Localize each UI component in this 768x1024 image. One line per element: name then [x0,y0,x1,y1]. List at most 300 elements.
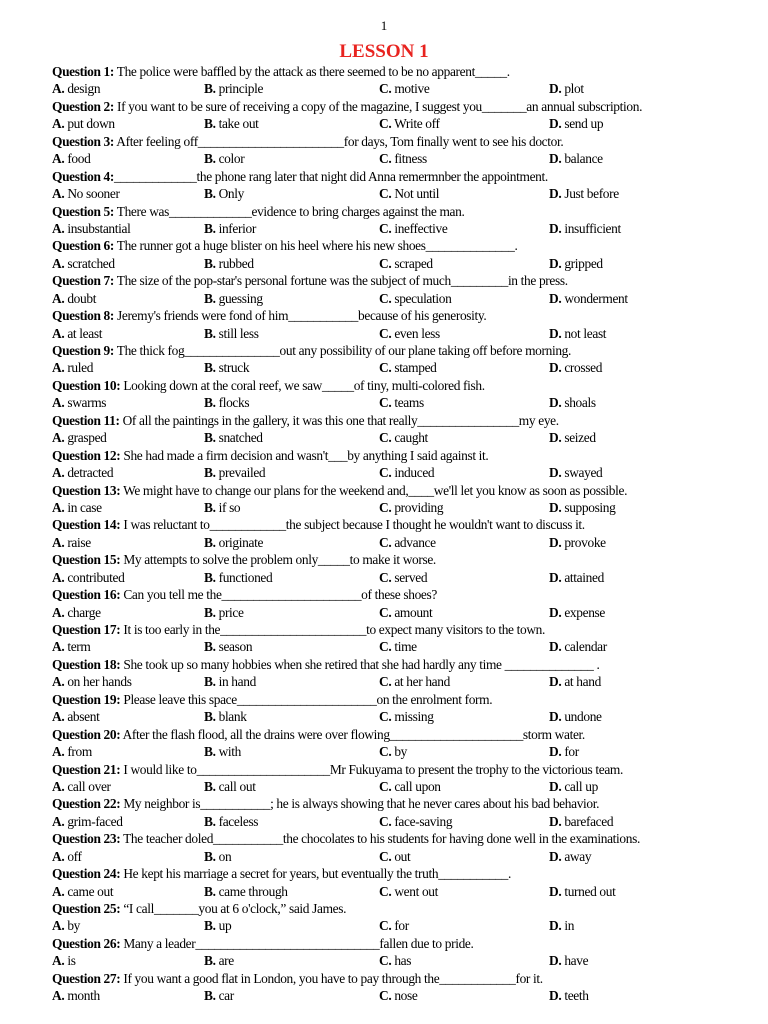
question-label: Question 10: [52,377,121,393]
option-a [52,429,107,446]
option-letter: B. [204,883,216,899]
option-d [549,359,602,376]
option-letter: A. [52,81,65,97]
option-text: crossed [564,360,603,376]
answer-options [52,743,752,760]
option-text: call upon [394,778,441,794]
option-letter: D. [549,290,562,306]
option-a [52,499,102,516]
option-b [204,848,231,865]
option-c [379,708,434,725]
option-letter: A. [52,290,65,306]
option-letter: D. [549,430,562,446]
option-letter: A. [52,848,65,864]
option-letter: D. [549,465,562,481]
option-letter: C. [379,744,392,760]
answer-options [52,429,752,446]
option-a [52,255,115,272]
question-text: The size of the pop-star's personal fortune was the subject of much_________in the press. [114,273,568,289]
option-a [52,290,96,307]
question-text: After feeling off_______________________for days, Tom finally went to see his doctor. [114,133,564,149]
option-letter: A. [52,325,65,341]
option-text: up [218,918,232,934]
option-b [204,917,231,934]
option-c [379,848,410,865]
option-text: by [67,918,81,934]
question-stem [52,726,752,743]
option-a [52,394,106,411]
option-letter: C. [379,813,392,829]
option-letter: C. [379,81,392,97]
option-c [379,569,427,586]
option-b [204,80,263,97]
option-a [52,604,101,621]
option-letter: D. [549,778,562,794]
question-stem [52,203,752,220]
question-text: _____________the phone rang later that night did Anna remermnber the appointment. [114,168,548,184]
option-text: struck [218,360,250,376]
option-text: calendar [564,639,607,655]
question-stem [52,307,752,324]
option-d [549,290,628,307]
option-text: Write off [394,116,440,132]
option-c [379,115,440,132]
option-c [379,255,433,272]
question-label: Question 12: [52,447,121,463]
option-letter: C. [379,360,392,376]
option-letter: C. [379,255,392,271]
question-text: If you want a good flat in London, you have to pay through the____________for it. [120,970,543,986]
question-stem [52,761,752,778]
question-stem [52,586,752,603]
question-stem [52,935,752,952]
option-b [204,185,244,202]
option-text: out [394,848,411,864]
answer-options [52,987,752,1004]
option-letter: A. [52,186,65,202]
option-letter: A. [52,499,65,515]
option-text: time [394,639,417,655]
question-text: It is too early in the_______________________to expect many visitors to the town. [120,622,546,637]
option-c [379,499,443,516]
option-text: No sooner [67,186,120,202]
option-b [204,952,234,969]
option-d [549,325,606,342]
option-d [549,220,621,237]
option-c [379,464,434,481]
option-letter: C. [379,709,392,725]
answer-options [52,534,752,551]
option-text: gripped [564,255,603,271]
option-c [379,220,447,237]
option-text: originate [218,534,264,550]
option-d [549,150,603,167]
option-text: stamped [394,360,437,376]
option-text: design [67,81,101,97]
option-letter: C. [379,674,392,690]
option-a [52,743,92,760]
option-text: not least [564,325,607,341]
option-d [549,708,602,725]
option-a [52,987,100,1004]
option-letter: B. [204,151,216,167]
question-label: Question 18: [52,656,121,672]
option-c [379,429,428,446]
answer-options [52,569,752,586]
question-text: “I call_______you at 6 o'clock,” said James. [120,901,347,916]
option-text: color [218,151,245,167]
option-text: are [218,953,234,969]
question-label: Question 4: [52,168,114,184]
option-a [52,80,100,97]
question-text: The thick fog_______________out any possibility of our plane taking off before morning. [114,343,572,358]
option-d [549,464,602,481]
option-letter: B. [204,813,216,829]
option-letter: C. [379,499,392,515]
option-text: detracted [67,465,114,481]
option-text: scraped [394,255,433,271]
option-d [549,778,598,795]
option-letter: A. [52,534,65,550]
option-text: in hand [218,674,256,690]
option-letter: A. [52,604,65,620]
option-text: from [67,744,92,760]
option-text: supposing [564,499,616,515]
option-letter: A. [52,988,65,1004]
option-text: if so [218,499,241,515]
option-d [549,429,596,446]
option-text: by [394,744,408,760]
option-b [204,569,272,586]
question-text: There was_____________evidence to bring charges against the man. [114,203,465,219]
option-text: seized [564,430,596,446]
option-letter: C. [379,534,392,550]
option-letter: C. [379,883,392,899]
option-c [379,883,438,900]
option-b [204,604,244,621]
option-text: food [67,151,91,167]
option-letter: C. [379,778,392,794]
option-d [549,534,606,551]
option-text: teams [394,395,424,411]
option-letter: A. [52,569,65,585]
option-letter: A. [52,674,65,690]
option-text: wonderment [564,290,628,306]
answer-options [52,499,752,516]
option-letter: B. [204,499,216,515]
option-c [379,80,429,97]
option-letter: B. [204,569,216,585]
option-d [549,255,603,272]
option-c [379,325,440,342]
option-letter: D. [549,220,562,236]
option-a [52,673,132,690]
option-a [52,220,130,237]
option-letter: A. [52,709,65,725]
option-letter: D. [549,534,562,550]
option-c [379,185,439,202]
question-stem [52,900,752,917]
option-letter: B. [204,395,216,411]
option-letter: A. [52,883,65,899]
option-letter: C. [379,918,392,934]
answer-options [52,220,752,237]
option-text: flocks [218,395,250,411]
option-letter: C. [379,465,392,481]
answer-options [52,708,752,725]
question-label: Question 13: [52,482,121,498]
question-text: The teacher doled___________the chocolates to his students for having done well in the examinations. [120,831,640,847]
option-letter: D. [549,186,562,202]
option-text: provoke [564,534,606,550]
option-a [52,185,120,202]
question-stem [52,691,752,708]
option-letter: C. [379,325,392,341]
answer-options [52,917,752,934]
option-letter: A. [52,220,65,236]
option-letter: A. [52,744,65,760]
option-b [204,290,263,307]
option-d [549,883,616,900]
option-a [52,917,80,934]
option-letter: B. [204,81,216,97]
option-text: still less [218,325,259,341]
question-text: Many a leader_____________________________fallen due to pride. [120,935,474,951]
answer-options [52,848,752,865]
option-text: faceless [218,813,259,829]
option-d [549,848,591,865]
option-a [52,883,113,900]
option-text: for [394,918,409,934]
option-text: in [564,918,575,934]
question-label: Question 20: [52,726,121,742]
question-text: After the flash flood, all the drains were over flowing_____________________storm water. [120,726,585,742]
option-text: season [218,639,253,655]
question-label: Question 9: [52,343,114,358]
question-stem [52,447,752,464]
option-letter: C. [379,848,392,864]
option-c [379,359,437,376]
option-a [52,708,99,725]
option-letter: A. [52,778,65,794]
question-text: My neighbor is___________; he is always showing that he never cares about his bad behavior. [120,796,600,812]
option-text: amount [394,604,433,620]
option-letter: C. [379,116,392,132]
option-text: guessing [218,290,263,306]
option-text: providing [394,499,444,515]
option-text: car [218,988,234,1004]
option-a [52,115,115,132]
option-text: attained [564,569,604,585]
option-letter: D. [549,953,562,969]
question-text: I would like to_____________________Mr Fukuyama to present the trophy to the victorious team. [120,761,623,777]
lesson-title: LESSON 1 [339,41,429,62]
option-d [549,743,579,760]
option-text: even less [394,325,440,341]
option-text: induced [394,465,435,481]
answer-options [52,325,752,342]
question-stem [52,795,752,812]
option-text: came through [218,883,288,899]
question-stem [52,377,752,394]
question-label: Question 24: [52,866,121,882]
option-text: balance [564,151,603,167]
question-stem [52,621,752,638]
option-text: on [218,848,232,864]
answer-options [52,359,752,376]
option-c [379,534,436,551]
option-c [379,638,417,655]
question-label: Question 17: [52,622,121,637]
option-text: nose [394,988,418,1004]
option-c [379,150,427,167]
option-letter: D. [549,988,562,1004]
question-stem [52,272,752,289]
option-text: served [394,569,428,585]
option-letter: D. [549,81,562,97]
option-letter: C. [379,430,392,446]
option-text: raise [67,534,91,550]
option-letter: B. [204,988,216,1004]
option-b [204,743,241,760]
question-stem [52,865,752,882]
option-text: at least [67,325,103,341]
option-a [52,638,90,655]
question-text: Can you tell me the______________________of these shoes? [120,587,437,603]
question-text: She had made a firm decision and wasn't___by anything I said against it. [120,447,489,463]
answer-options [52,150,752,167]
option-b [204,883,288,900]
option-letter: A. [52,639,65,655]
option-a [52,534,91,551]
question-label: Question 21: [52,761,121,777]
option-letter: B. [204,848,216,864]
option-a [52,952,76,969]
question-text: I was reluctant to____________the subject because I thought he wouldn't want to discuss it. [120,517,585,533]
option-letter: B. [204,709,216,725]
option-b [204,115,259,132]
option-d [549,987,589,1004]
answer-options [52,673,752,690]
page-number: 1 [380,18,388,33]
question-label: Question 19: [52,691,121,707]
option-text: grasped [67,430,107,446]
option-letter: B. [204,778,216,794]
question-label: Question 3: [52,133,114,149]
option-letter: A. [52,813,65,829]
option-b [204,464,265,481]
question-stem [52,970,752,987]
option-c [379,394,424,411]
question-label: Question 15: [52,552,121,568]
answer-options [52,80,752,97]
option-b [204,255,254,272]
answer-options [52,115,752,132]
option-d [549,638,607,655]
question-stem [52,551,752,568]
option-text: at hand [564,674,601,690]
option-text: has [394,953,412,969]
option-text: doubt [67,290,97,306]
option-c [379,743,407,760]
option-letter: D. [549,674,562,690]
option-d [549,80,584,97]
question-text: Of all the paintings in the gallery, it was this one that really________________my eye. [119,412,559,428]
answer-options [52,394,752,411]
question-stem [52,237,752,254]
option-letter: A. [52,953,65,969]
question-text: Looking down at the coral reef, we saw_____of tiny, multi-colored fish. [120,377,485,393]
option-b [204,778,256,795]
question-stem [52,133,752,150]
option-letter: C. [379,395,392,411]
option-b [204,325,259,342]
option-text: scratched [67,255,115,271]
option-text: put down [67,116,115,132]
question-label: Question 27: [52,970,121,986]
option-text: rubbed [218,255,254,271]
option-letter: D. [549,709,562,725]
option-text: is [67,953,76,969]
option-c [379,673,450,690]
option-text: call out [218,778,256,794]
option-text: came out [67,883,114,899]
option-b [204,359,249,376]
option-text: on her hands [67,674,132,690]
option-b [204,150,244,167]
option-letter: D. [549,813,562,829]
option-letter: D. [549,569,562,585]
option-d [549,499,616,516]
question-text: She took up so many hobbies when she retired that she had hardly any time ______________ . [120,656,600,672]
question-label: Question 8: [52,308,114,324]
option-letter: C. [379,604,392,620]
question-label: Question 7: [52,273,114,289]
option-d [549,952,588,969]
option-text: prevailed [218,465,266,481]
option-letter: B. [204,465,216,481]
option-a [52,569,124,586]
question-label: Question 14: [52,517,121,533]
option-letter: B. [204,186,216,202]
answer-options [52,604,752,621]
option-b [204,534,263,551]
option-text: in case [67,499,102,515]
option-text: month [67,988,100,1004]
option-c [379,917,409,934]
answer-options [52,638,752,655]
option-text: grim-faced [67,813,123,829]
option-a [52,464,113,481]
question-text: The police were baffled by the attack as there seemed to be no apparent_____. [114,64,510,79]
option-text: call over [67,778,111,794]
option-letter: D. [549,918,562,934]
option-letter: C. [379,953,392,969]
option-letter: B. [204,290,216,306]
option-letter: A. [52,255,65,271]
option-letter: D. [549,848,562,864]
question-stem [52,168,752,185]
answer-options [52,778,752,795]
option-text: away [564,848,592,864]
option-a [52,359,93,376]
option-a [52,778,111,795]
option-text: missing [394,709,434,725]
question-text: The runner got a huge blister on his heel where his new shoes______________. [114,238,518,254]
option-text: expense [564,604,606,620]
option-text: fitness [394,151,427,167]
question-label: Question 25: [52,901,121,916]
